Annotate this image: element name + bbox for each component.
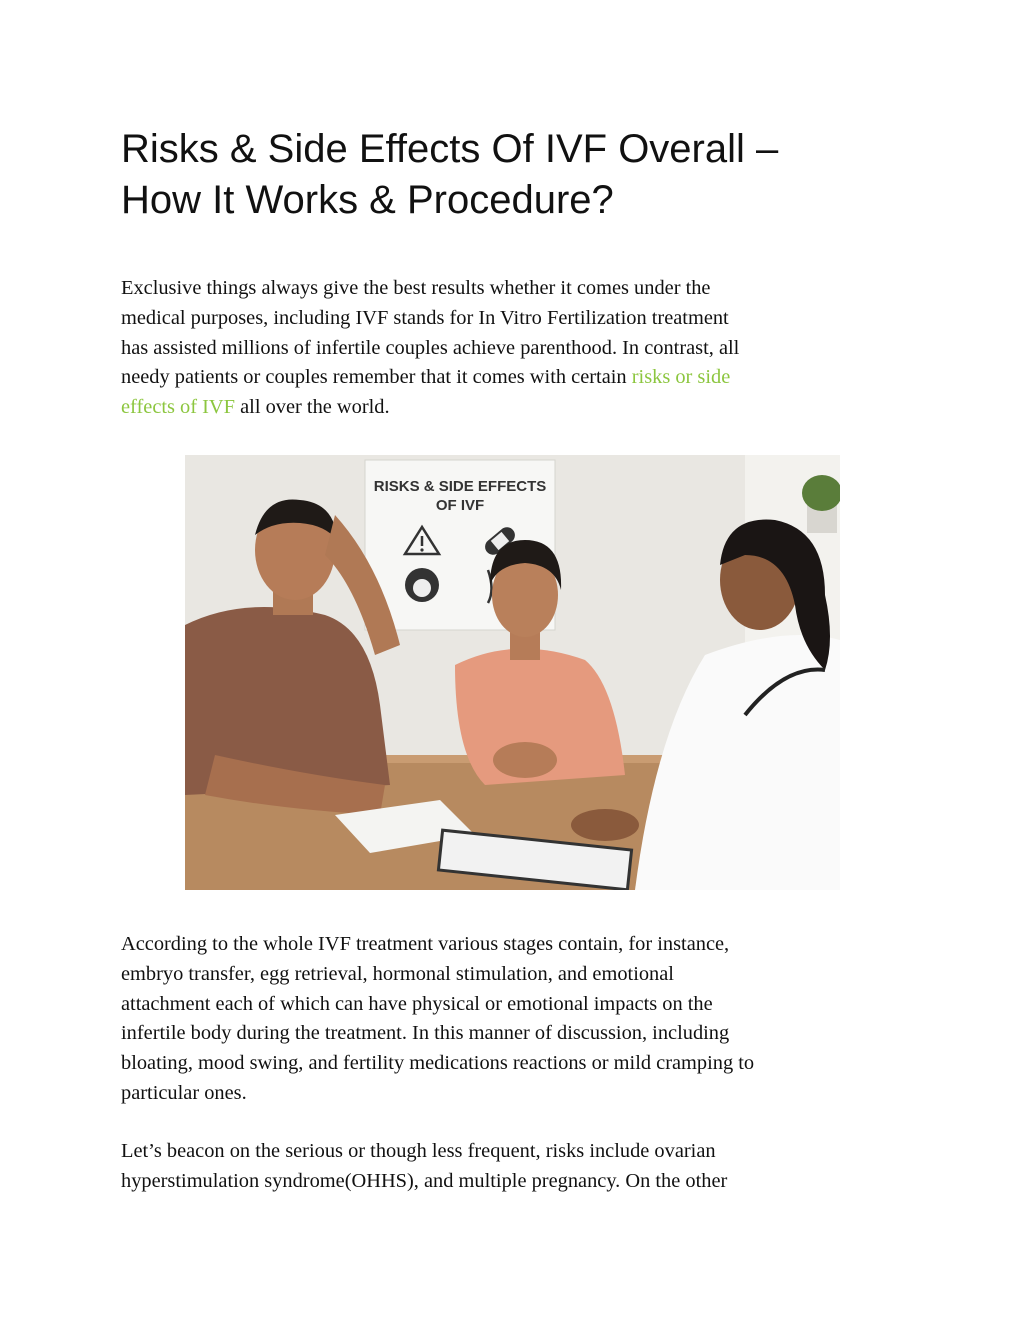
article-title [121, 124, 921, 226]
stages-line-5: bloating, mood swing, and fertility medications reactions or mild cramping to [121, 1052, 755, 1075]
risks-link-part-1[interactable]: risks or side [631, 366, 731, 389]
intro-line-5-text: all over the world. [235, 396, 390, 419]
illustration-svg [185, 455, 840, 890]
stages-line-1: According to the whole IVF treatment various stages contain, for instance, [121, 933, 730, 955]
serious-line-2: hyperstimulation syndrome(OHHS), and multiple pregnancy. On the other [121, 1169, 728, 1192]
stages-line-4: infertile body during the treatment. In this manner of discussion, including [121, 1022, 730, 1045]
risks-link-part-2[interactable]: effects of IVF [121, 396, 236, 419]
stages-line-3: attachment each of which can have physical or emotional impacts on the [121, 992, 713, 1015]
intro-line-3: has assisted millions of infertile couples achieve parenthood. In contrast, all [121, 336, 740, 359]
stages-line-2: embryo transfer, egg retrieval, hormonal stimulation, and emotional [121, 962, 674, 985]
consultation-illustration [185, 455, 840, 890]
intro-line-1: Exclusive things always give the best results whether it comes under the [121, 277, 711, 299]
intro-line-5 [121, 393, 911, 423]
stages-paragraph [121, 930, 911, 1109]
poster-title-line-1: RISKS & SIDE EFFECTS [373, 478, 547, 495]
title-line-1: Risks & Side Effects Of IVF Overall – [121, 127, 779, 171]
poster-title-line-2: OF IVF [435, 497, 485, 514]
serious-risks-paragraph [121, 1137, 911, 1197]
intro-line-4-text: needy patients or couples remember that it comes with certain [121, 366, 632, 389]
serious-line-1: Let’s beacon on the serious or though less frequent, risks include ovarian [121, 1140, 716, 1162]
stages-line-6: particular ones. [121, 1081, 247, 1104]
intro-line-2: medical purposes, including IVF stands for In Vitro Fertilization treatment [121, 306, 729, 329]
intro-line-4 [121, 363, 911, 393]
face-icon [405, 568, 439, 602]
intro-paragraph [121, 274, 911, 423]
title-line-2: How It Works & Procedure? [121, 178, 614, 222]
